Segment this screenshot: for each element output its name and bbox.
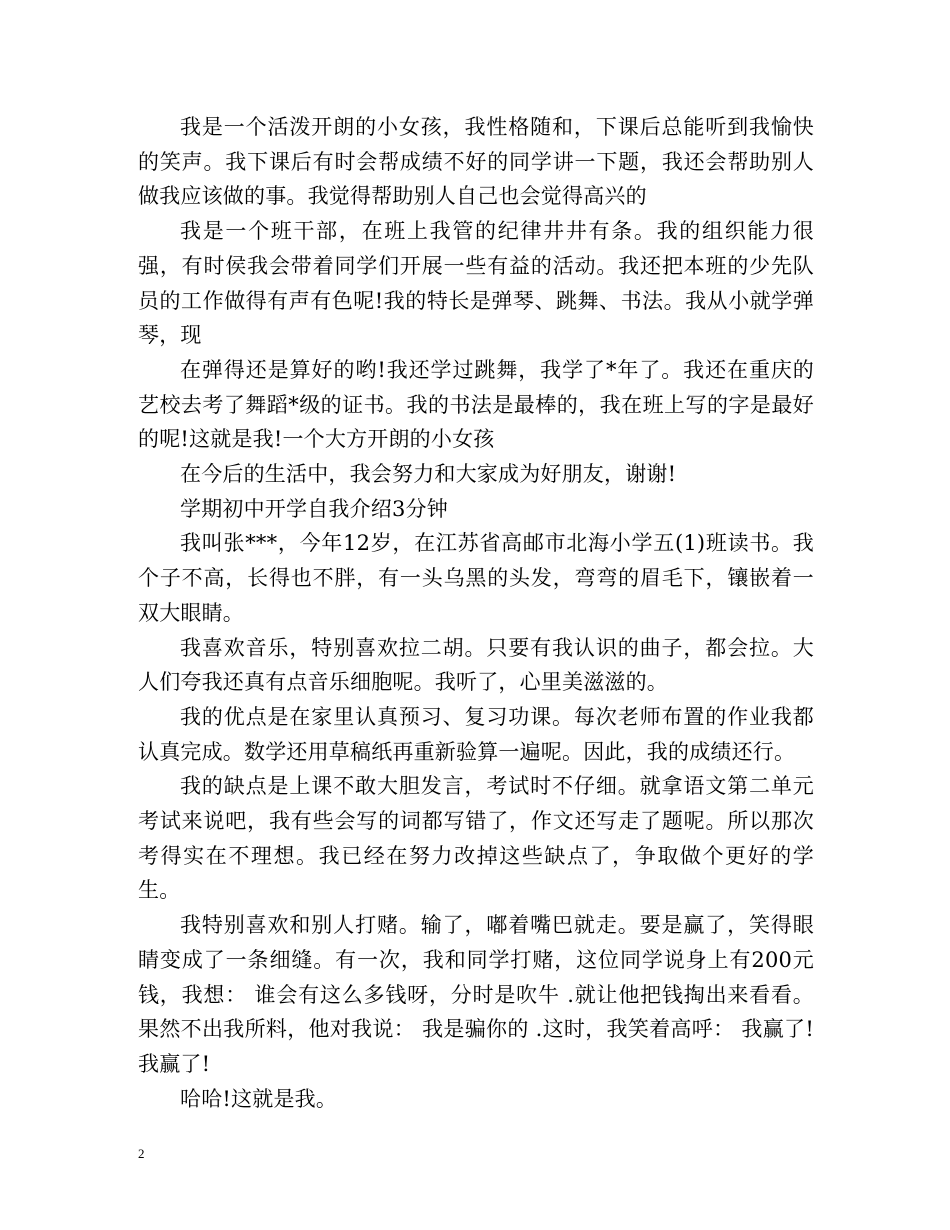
paragraph-strengths: 我的优点是在家里认真预习、复习功课。每次老师布置的作业我都认真完成。数学还用草稿纸再重新验算一遍呢。因此，我的成绩还行。 [138,704,814,764]
paragraph-skills: 在弹得还是算好的哟!我还学过跳舞，我学了*年了。我还在重庆的艺校去考了舞蹈*级的证书。我的书法是最棒的，我在班上写的字是最好的呢!这就是我!一个大方开朗的小女孩 [138,357,814,452]
paragraph-intro-personality: 我是一个活泼开朗的小女孩，我性格随和，下课后总能听到我愉快的笑声。我下课后有时会帮成绩不好的同学讲一下题，我还会帮助别人做我应该做的事。我觉得帮助别人自己也会觉得高兴的 [138,115,814,209]
paragraph-conclusion: 哈哈!这就是我。 [180,1086,338,1111]
paragraph-weaknesses: 我的缺点是上课不敢大胆发言，考试时不仔细。就拿语文第二单元考试来说吧，我有些会写的词都写错了，作文还写走了题呢。所以那次考得实在不理想。我已经在努力改掉这些缺点了，争取做个更好的学生。 [138,774,814,903]
paragraph-class-cadre: 我是一个班干部，在班上我管的纪律井井有条。我的组织能力很强，有时侯我会带着同学们开展一些有益的活动。我还把本班的少先队员的工作做得有声有色呢!我的特长是弹琴、跳舞、书法。我从小就学弹琴，现 [138,219,814,348]
document-body [138,110,814,1116]
section-heading: 学期初中开学自我介绍3分钟 [180,496,448,521]
paragraph-music: 我喜欢音乐，特别喜欢拉二胡。只要有我认识的曲子，都会拉。大人们夸我还真有点音乐细胞呢。我听了，心里美滋滋的。 [138,635,814,695]
paragraph-self-intro: 我叫张***，今年12岁，在江苏省高邮市北海小学五(1)班读书。我个子不高，长得也不胖，有一头乌黑的头发，弯弯的眉毛下，镶嵌着一双大眼睛。 [138,531,814,625]
paragraph-betting-story: 我特别喜欢和别人打赌。输了，嘟着嘴巴就走。要是赢了，笑得眼睛变成了一条细缝。有一次，我和同学打赌，这位同学说身上有200元钱，我想： 谁会有这么多钱呀，分时是吹牛 .就让他把钱掏出来看看。果然不出我所料，他对我说： 我是骗你的 .这时，我笑着高呼： 我赢了!我赢了! [138,913,814,1076]
page-number: 2 [138,1146,145,1161]
paragraph-closing-thanks: 在今后的生活中，我会努力和大家成为好朋友，谢谢! [180,462,677,487]
